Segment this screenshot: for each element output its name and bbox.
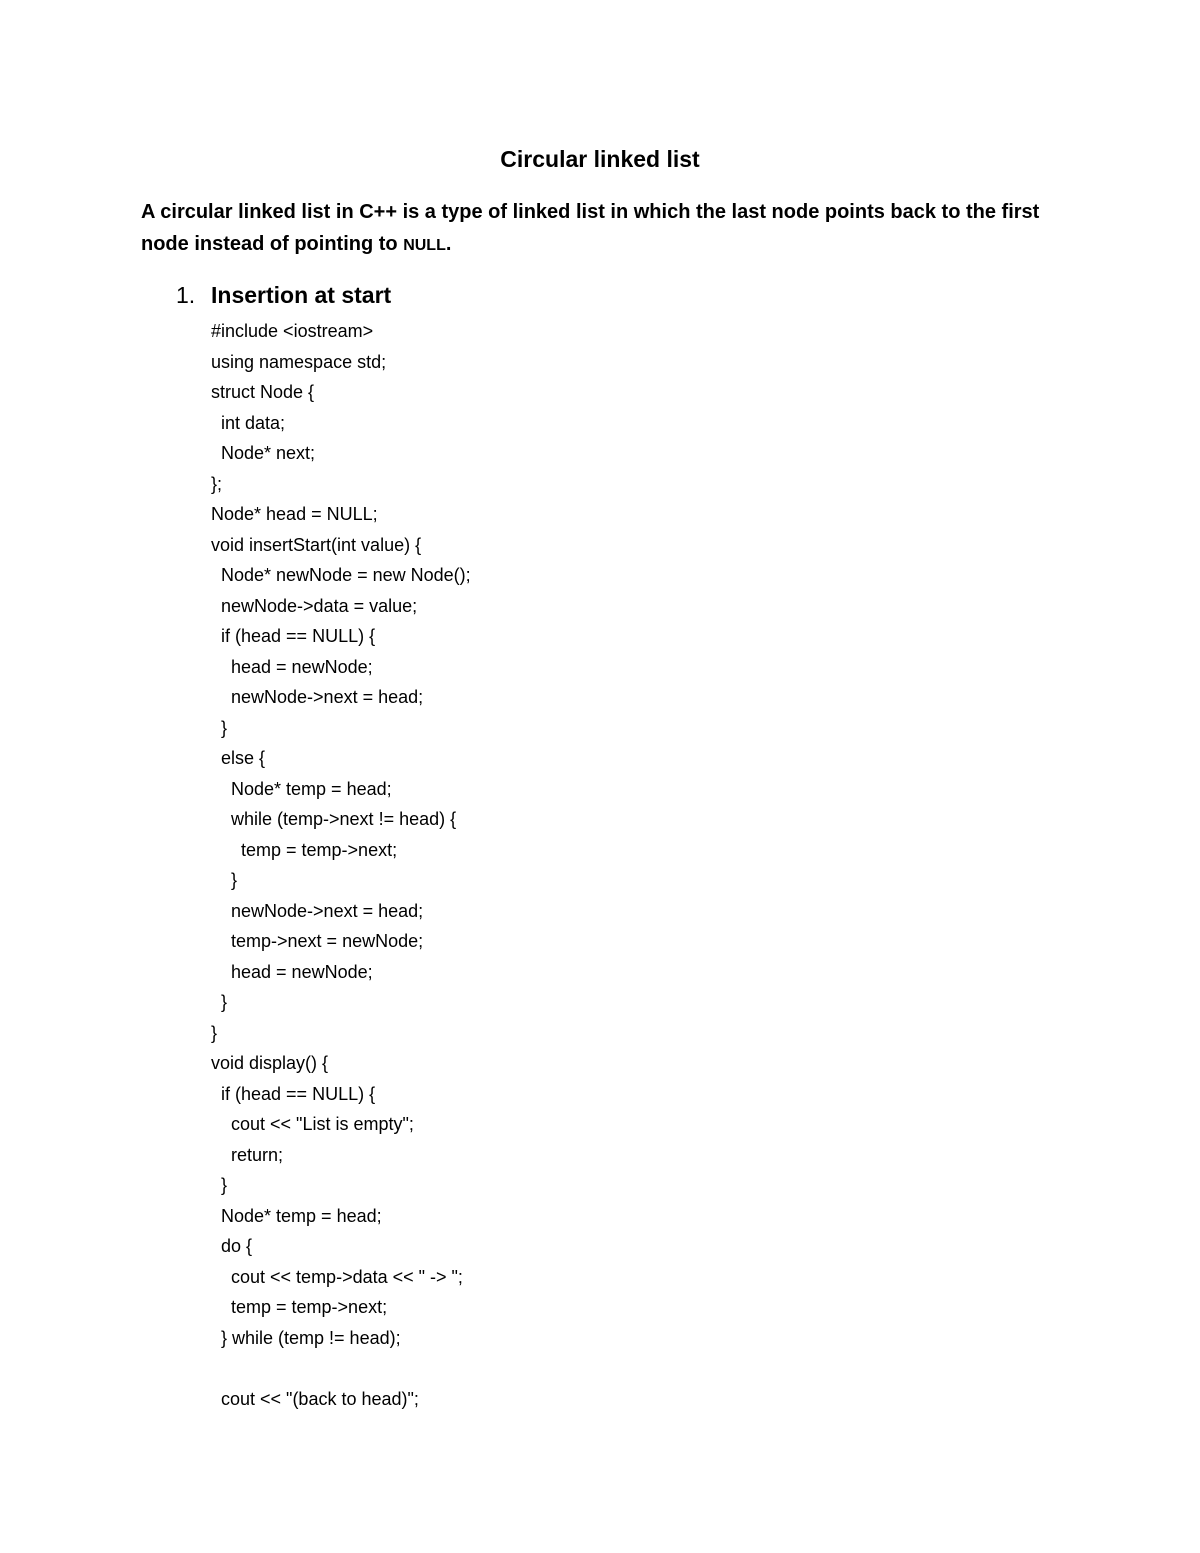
code-line: void insertStart(int value) {: [211, 534, 422, 555]
code-line: }: [211, 717, 228, 738]
code-line: do {: [211, 1236, 253, 1256]
code-line: cout << "List is empty";: [211, 1114, 414, 1134]
code-block: [211, 316, 471, 1414]
code-line: Node* head = NULL;: [211, 504, 378, 524]
code-line: #include <iostream>: [211, 321, 374, 341]
code-line: newNode->data = value;: [211, 595, 418, 616]
code-line: if (head == NULL) {: [211, 1083, 376, 1104]
intro-paragraph: [141, 196, 1061, 262]
code-line: [211, 1353, 471, 1384]
code-line: cout << temp->data << " -> ";: [211, 1266, 463, 1287]
code-line: }: [211, 870, 238, 890]
code-line: Node* next;: [211, 443, 316, 463]
page-title: Circular linked list: [500, 146, 700, 172]
section-title: Insertion at start: [211, 282, 392, 308]
code-line: Node* temp = head;: [211, 778, 392, 799]
code-line: while (temp->next != head) {: [211, 809, 457, 829]
intro-null-keyword: NULL: [403, 237, 446, 254]
code-line: cout << "(back to head)";: [211, 1388, 419, 1409]
code-line: }: [211, 1022, 218, 1043]
intro-text: A circular linked list in C++ is a type of linked list in which the last node points back to the first node instead of pointing to: [141, 201, 1040, 255]
code-line: return;: [211, 1144, 284, 1165]
code-line: using namespace std;: [211, 351, 387, 372]
code-line: head = newNode;: [211, 961, 373, 982]
intro-end: .: [445, 233, 452, 255]
code-line: else {: [211, 748, 266, 768]
section-heading: [176, 280, 391, 310]
code-line: void display() {: [211, 1053, 329, 1073]
code-line: head = newNode;: [211, 656, 373, 677]
code-line: Node* newNode = new Node();: [211, 565, 471, 585]
code-line: }: [211, 992, 228, 1012]
code-line: newNode->next = head;: [211, 687, 424, 707]
code-line: int data;: [211, 412, 286, 433]
code-line: temp = temp->next;: [211, 1297, 388, 1317]
code-line: temp->next = newNode;: [211, 931, 424, 951]
code-line: struct Node {: [211, 382, 315, 402]
code-line: if (head == NULL) {: [211, 626, 376, 646]
code-line: };: [211, 473, 223, 494]
code-line: } while (temp != head);: [211, 1327, 401, 1348]
code-line: newNode->next = head;: [211, 900, 424, 921]
code-line: }: [211, 1175, 228, 1195]
section-number: 1.: [176, 282, 196, 308]
code-line: temp = temp->next;: [211, 839, 398, 860]
code-line: Node* temp = head;: [211, 1205, 382, 1226]
